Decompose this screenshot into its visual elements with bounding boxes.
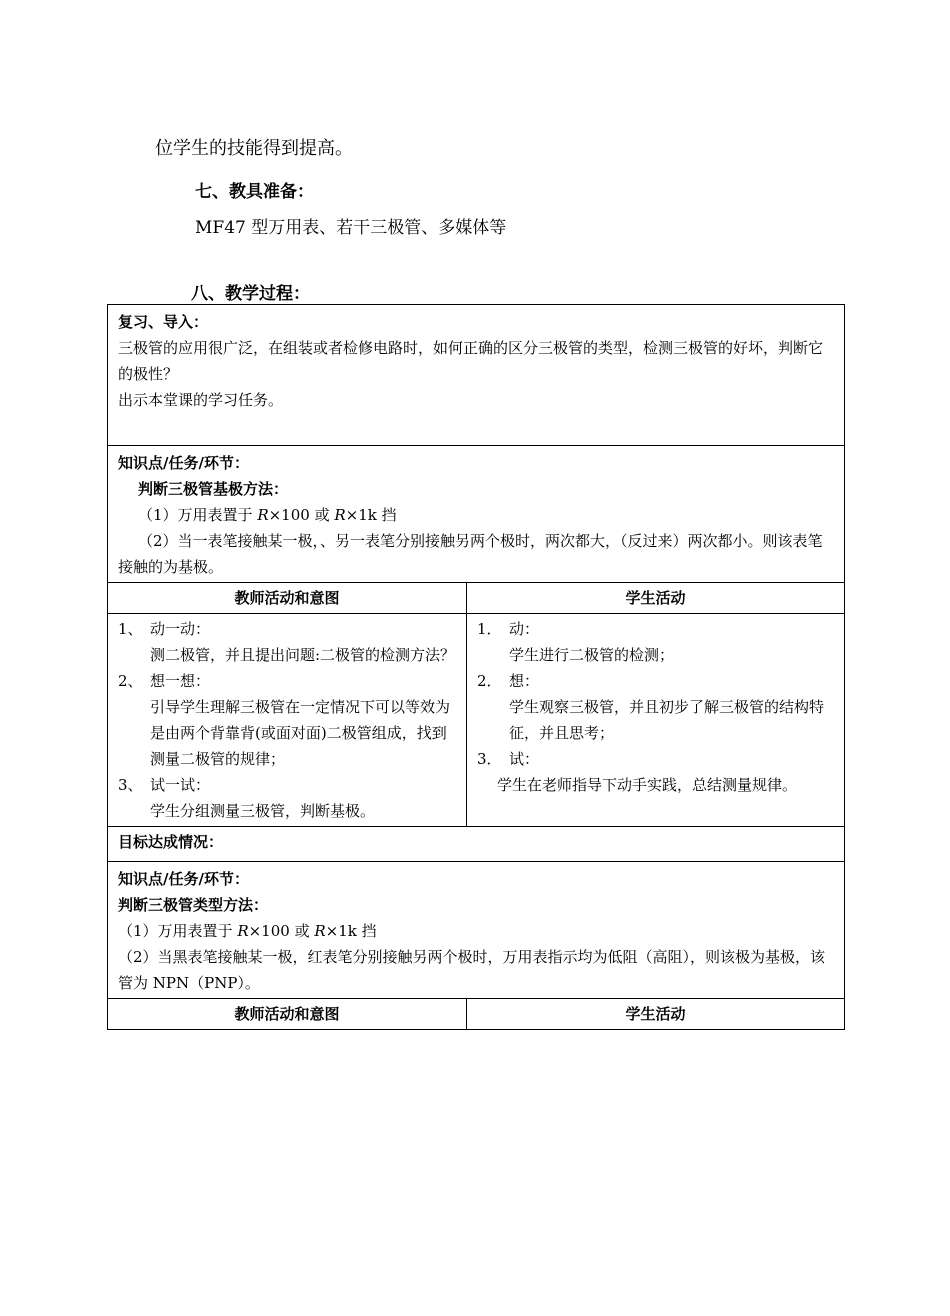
student-activity-2-num: 2． xyxy=(477,672,502,690)
knowledge1-row xyxy=(108,446,845,583)
knowledge2-item1-r2: R xyxy=(314,922,326,940)
section-7-heading: 七、教具准备： xyxy=(195,182,314,202)
knowledge1-item1-mid: ×100 或 xyxy=(268,506,335,524)
teacher-activity-1 xyxy=(118,616,456,642)
goal-title: 目标达成情况： xyxy=(118,833,224,851)
student-activity-3 xyxy=(477,746,834,772)
knowledge2-row xyxy=(108,862,845,999)
student-activity-1 xyxy=(477,616,834,642)
review-cell xyxy=(108,305,845,446)
knowledge2-cell xyxy=(108,862,845,999)
knowledge2-item2: （2）当黑表笔接触某一极，红表笔分别接触另两个极时，万用表指示均为低阻（高阻），则该极为基极，该管为 NPN（PNP）。 xyxy=(118,948,826,992)
review-title: 复习、导入： xyxy=(118,313,209,331)
section-7-content: MF47 型万用表、若干三极管、多媒体等 xyxy=(195,218,507,238)
student-activity-3-desc: 学生在老师指导下动手实践，总结测量规律。 xyxy=(497,776,798,794)
student-activity-1-num: 1． xyxy=(477,620,502,638)
knowledge1-item2: （2）当一表笔接触某一极，、另一表笔分别接触另两个极时，两次都大，（反过来）两次都小。则该表笔接触的为基极。 xyxy=(118,532,823,576)
student-activities-cell xyxy=(467,614,845,827)
teaching-process-table xyxy=(107,304,845,1030)
knowledge2-item1-suffix: ×1k 挡 xyxy=(325,922,377,940)
knowledge2-subtitle: 判断三极管类型方法： xyxy=(118,896,269,914)
student-activity-3-num: 3． xyxy=(477,750,502,768)
knowledge1-item1-r1: R xyxy=(257,506,269,524)
knowledge1-cell xyxy=(108,446,845,583)
student-header-2: 学生活动 xyxy=(467,999,845,1030)
student-activity-1-title: 动： xyxy=(509,620,540,638)
teacher-activity-1-num: 1、 xyxy=(118,620,143,638)
knowledge1-subtitle: 判断三极管基极方法： xyxy=(138,480,289,498)
section-8-heading: 八、教学过程： xyxy=(191,284,310,304)
review-line1: 三极管的应用很广泛，在组装或者检修电路时，如何正确的区分三极管的类型，检测三极管的好坏，判断它的极性？ xyxy=(118,339,824,383)
knowledge2-item1-prefix: （1）万用表置于 xyxy=(118,922,238,940)
teacher-activity-3-num: 3、 xyxy=(118,776,143,794)
review-line2: 出示本堂课的学习任务。 xyxy=(118,391,284,409)
teacher-header: 教师活动和意图 xyxy=(108,583,467,614)
student-activity-2-desc: 学生观察三极管，并且初步了解三极管的结构特征，并且思考； xyxy=(509,698,825,742)
knowledge2-item1 xyxy=(118,918,834,944)
student-activity-2-title: 想： xyxy=(509,672,540,690)
student-activity-3-title: 试： xyxy=(509,750,540,768)
knowledge1-item1-r2: R xyxy=(334,506,346,524)
knowledge2-item1-mid: ×100 或 xyxy=(248,922,315,940)
student-activity-2 xyxy=(477,668,834,694)
teacher-activities-cell xyxy=(108,614,467,827)
header-row-2 xyxy=(108,999,845,1030)
activities-row xyxy=(108,614,845,827)
knowledge1-item1 xyxy=(118,502,834,528)
teacher-activity-1-desc: 测二极管，并且提出问题:二极管的检测方法？ xyxy=(150,646,456,664)
student-activity-1-desc: 学生进行二极管的检测； xyxy=(509,646,675,664)
teacher-activity-2 xyxy=(118,668,456,694)
student-header: 学生活动 xyxy=(467,583,845,614)
teacher-activity-3-title: 试一试： xyxy=(150,776,211,794)
intro-paragraph: 位学生的技能得到提高。 xyxy=(155,138,353,159)
knowledge1-title: 知识点/任务/环节： xyxy=(118,454,249,472)
knowledge2-item1-r1: R xyxy=(237,922,249,940)
teacher-activity-2-title: 想一想： xyxy=(150,672,211,690)
knowledge2-title: 知识点/任务/环节： xyxy=(118,870,249,888)
teacher-activity-1-title: 动一动： xyxy=(150,620,211,638)
teacher-activity-2-num: 2、 xyxy=(118,672,143,690)
teacher-activity-3-desc: 学生分组测量三极管，判断基极。 xyxy=(150,802,376,820)
knowledge1-item1-prefix: （1）万用表置于 xyxy=(138,506,258,524)
goal-cell xyxy=(108,827,845,862)
teacher-header-2: 教师活动和意图 xyxy=(108,999,467,1030)
teacher-activity-3 xyxy=(118,772,456,798)
teacher-activity-2-desc: 引导学生理解三极管在一定情况下可以等效为是由两个背靠背(或面对面)二极管组成，找到测量二极管的规律； xyxy=(150,698,451,768)
review-row xyxy=(108,305,845,446)
goal-row xyxy=(108,827,845,862)
header-row-1 xyxy=(108,583,845,614)
knowledge1-item1-suffix: ×1k 挡 xyxy=(345,506,397,524)
